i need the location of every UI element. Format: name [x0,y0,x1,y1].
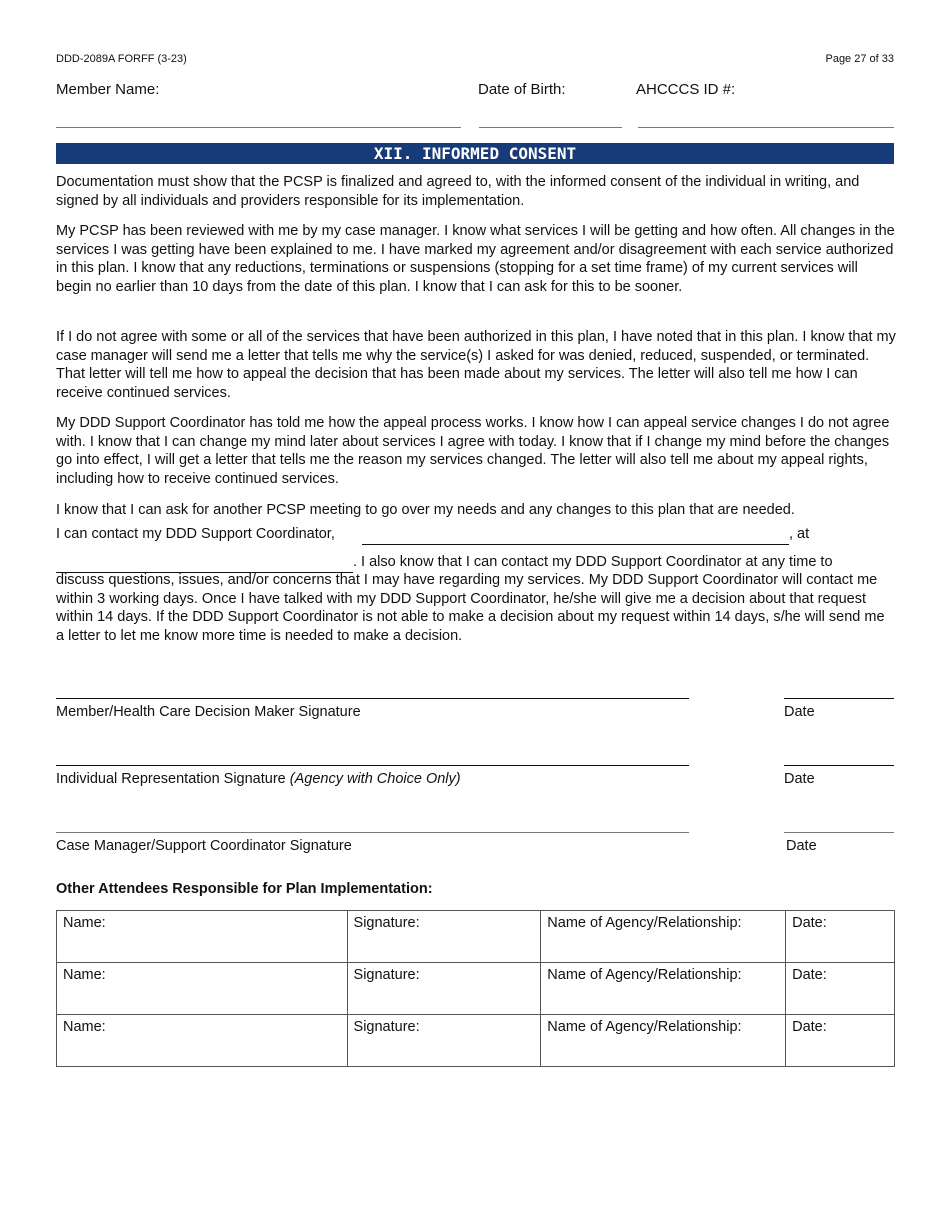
table-row [57,963,895,1015]
page-number: Page 27 of 33 [825,53,894,65]
form-code: DDD-2089A FORFF (3-23) [56,53,187,65]
attendee-agency-cell[interactable]: Name of Agency/Relationship: [541,963,786,1015]
member-name-label: Member Name: [56,81,160,98]
paragraph-meeting: I know that I can ask for another PCSP meeting to go over my needs and any changes to this plan that are needed. [56,502,795,518]
attendee-name-cell[interactable]: Name: [57,911,348,963]
case-manager-signature-label: Case Manager/Support Coordinator Signature [56,838,352,854]
ahcccs-id-field[interactable] [638,127,894,128]
paragraph-review: My PCSP has been reviewed with me by my case manager. I know what services I will be getting and how often. All changes in the services I was getting have been explained to me. I have marked my agreement and/or disagreement with each service authorized in this plan. I know that any reductions, terminations or suspensions (stopping for a set time frame) of my current services will begin no earlier than 10 days from the date of this plan. I know that I can ask for this to be sooner. [56,223,895,296]
attendee-agency-cell[interactable]: Name of Agency/Relationship: [541,911,786,963]
contact-at: , at [789,526,810,542]
representation-date-line[interactable] [784,765,894,766]
member-name-field[interactable] [56,127,461,128]
representation-label-note: (Agency with Choice Only) [289,771,461,787]
representation-signature-label [56,771,461,787]
dob-label: Date of Birth: [478,81,566,98]
paragraph-appeal: My DDD Support Coordinator has told me how the appeal process works. I know how I can appeal service changes I do not agree with. I know that I can change my mind later about services I agree with today. I know that if I change my mind before the changes go into effect, I will get a letter that tells me the reason my services changed. The letter will also tell me about my appeal rights, including how to receive continued services. [56,415,890,488]
table-row [57,911,895,963]
member-date-line[interactable] [784,698,894,699]
contact-prefix: I can contact my DDD Support Coordinator, [56,526,335,542]
attendee-signature-cell[interactable]: Signature: [347,1015,541,1067]
attendees-table [56,910,895,1067]
dob-field[interactable] [479,127,622,128]
attendees-heading: Other Attendees Responsible for Plan Implementation: [56,881,433,897]
paragraph-disagree: If I do not agree with some or all of the services that have been authorized in this plan, I have noted that in this plan. I know that my case manager will send me a letter that tells me why the service(s) I asked for was denied, reduced, suspended, or terminated. That letter will tell me how to appeal the decision that has been made about my services. The letter will also tell me how I can receive continued services. [56,329,896,402]
case-manager-date-label: Date [786,838,817,854]
paragraph-contact: discuss questions, issues, and/or concerns that I may have regarding my services. My DDD Support Coordinator will contact me within 3 working days. Once I have talked with my DDD Support Coordinator, he/she will give me a decision about that request within 14 days. If the DDD Support Coordinator is not able to make a decision about my request within 14 days, s/he will send me a letter to let me know more time is needed to make a decision. [56,572,885,645]
representation-date-label: Date [784,771,815,787]
coordinator-name-field[interactable] [362,544,789,545]
member-signature-label: Member/Health Care Decision Maker Signature [56,704,361,720]
member-date-label: Date [784,704,815,720]
table-row [57,1015,895,1067]
case-manager-date-line[interactable] [784,832,894,833]
representation-label-text: Individual Representation Signature [56,771,286,787]
case-manager-signature-line[interactable] [56,832,689,833]
attendee-signature-cell[interactable]: Signature: [347,911,541,963]
ahcccs-id-label: AHCCCS ID #: [636,81,736,98]
member-signature-line[interactable] [56,698,689,699]
attendee-agency-cell[interactable]: Name of Agency/Relationship: [541,1015,786,1067]
attendee-signature-cell[interactable]: Signature: [347,963,541,1015]
section-title: XII. INFORMED CONSENT [56,143,894,164]
paragraph-documentation: Documentation must show that the PCSP is finalized and agreed to, with the informed consent of the individual in writing, and signed by all individuals and providers responsible for its implementation. [56,174,860,209]
attendee-name-cell[interactable]: Name: [57,963,348,1015]
attendee-date-cell[interactable]: Date: [786,1015,895,1067]
representation-signature-line[interactable] [56,765,689,766]
attendee-date-cell[interactable]: Date: [786,911,895,963]
attendee-date-cell[interactable]: Date: [786,963,895,1015]
contact-rest-first: . I also know that I can contact my DDD Support Coordinator at any time to [353,554,833,570]
attendee-name-cell[interactable]: Name: [57,1015,348,1067]
